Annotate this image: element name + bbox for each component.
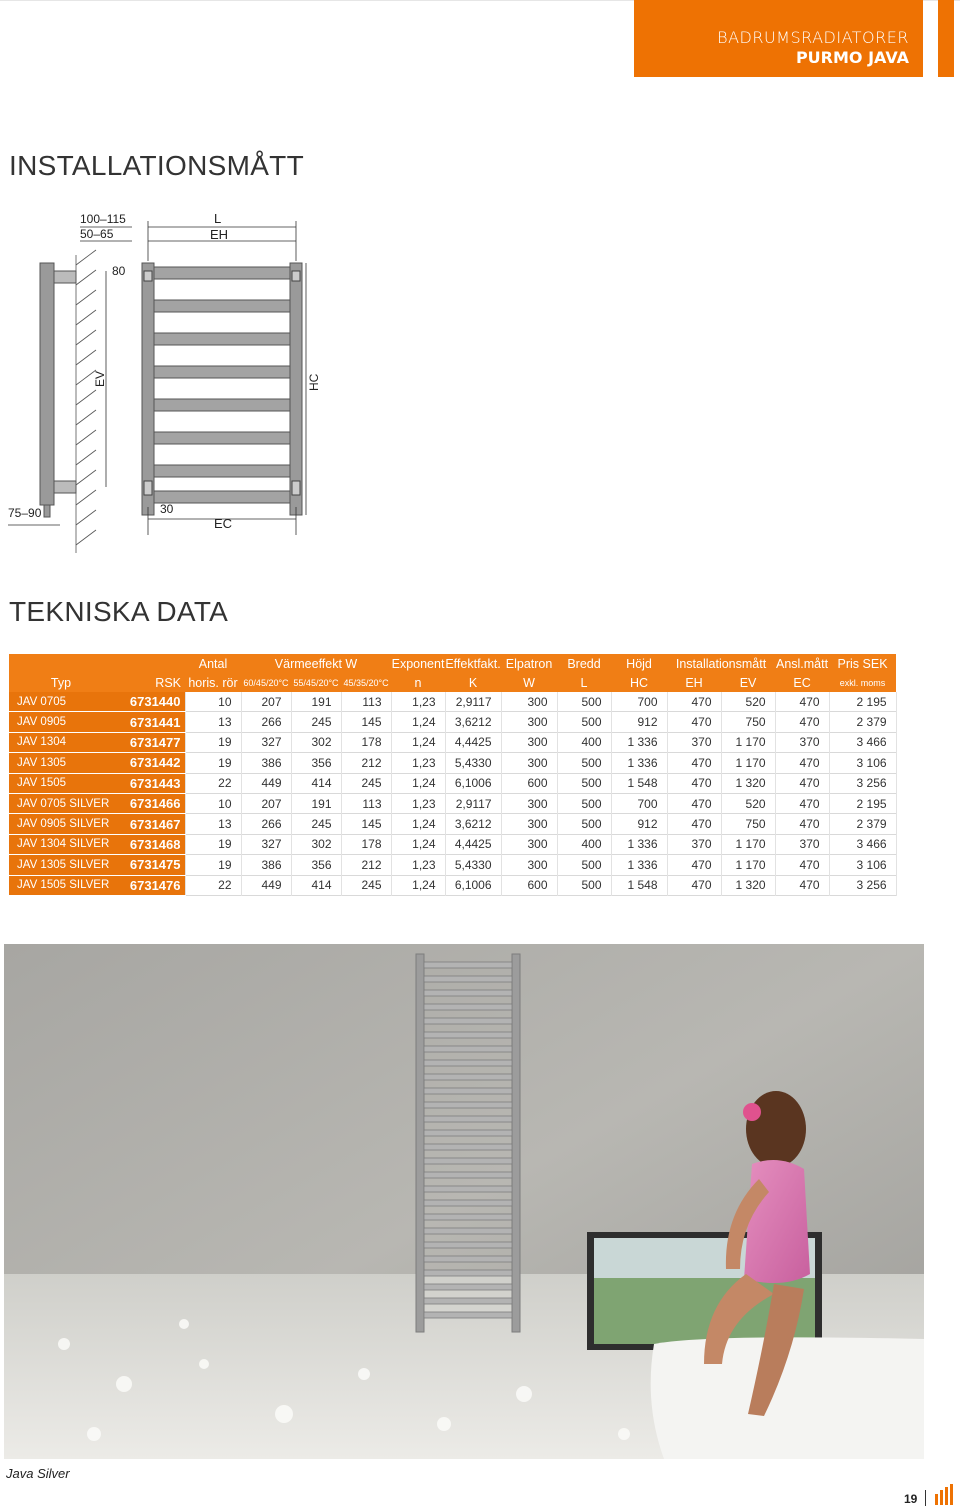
table-cell: 300 xyxy=(501,834,557,854)
table-cell: 245 xyxy=(341,875,391,895)
table-cell: 500 xyxy=(557,855,611,875)
table-cell: 6,1006 xyxy=(445,875,501,895)
cell-typ: JAV 0905 xyxy=(9,712,113,732)
table-cell: 245 xyxy=(291,712,341,732)
table-cell: 327 xyxy=(241,732,291,752)
table-cell: 212 xyxy=(341,855,391,875)
table-cell: 470 xyxy=(667,814,721,834)
th-typ: Typ xyxy=(9,673,113,692)
table-cell: 2 195 xyxy=(829,793,896,813)
product-photo xyxy=(4,944,924,1459)
table-cell: 3 106 xyxy=(829,753,896,773)
table-header-row-2 xyxy=(9,673,896,692)
table-cell: 449 xyxy=(241,875,291,895)
th-rsk: RSK xyxy=(113,673,185,692)
table-row xyxy=(9,692,896,712)
installation-diagram xyxy=(0,205,340,555)
table-cell: 191 xyxy=(291,692,341,712)
table-cell: 300 xyxy=(501,712,557,732)
table-cell: 1 170 xyxy=(721,834,775,854)
table-cell: 5,4330 xyxy=(445,753,501,773)
table-cell: 207 xyxy=(241,793,291,813)
install-title: INSTALLATIONSMÅTT xyxy=(9,150,304,181)
table-cell: 470 xyxy=(775,692,829,712)
table-cell: 245 xyxy=(341,773,391,793)
table-cell: 178 xyxy=(341,732,391,752)
table-cell: 356 xyxy=(291,855,341,875)
table-cell: 470 xyxy=(667,855,721,875)
table-cell: 1,23 xyxy=(391,855,445,875)
table-cell: 2,9117 xyxy=(445,692,501,712)
th-1-0 xyxy=(9,654,113,673)
table-cell: 2 379 xyxy=(829,814,896,834)
table-cell: 370 xyxy=(667,732,721,752)
table-cell: 470 xyxy=(667,753,721,773)
table-cell: 1,24 xyxy=(391,773,445,793)
th-temp-3: 45/35/20°C xyxy=(341,673,391,692)
table-cell: 370 xyxy=(775,834,829,854)
photo-caption: Java Silver xyxy=(6,1466,70,1481)
tech-title: TEKNISKA DATA xyxy=(9,596,229,627)
table-cell: 3,6212 xyxy=(445,814,501,834)
table-cell: 2 379 xyxy=(829,712,896,732)
th-elpatron: Elpatron xyxy=(501,654,557,673)
dim-label-bottom: 75–90 xyxy=(8,506,42,520)
th-pris: Pris SEK xyxy=(829,654,896,673)
table-cell: 470 xyxy=(775,753,829,773)
table-cell: 19 xyxy=(185,834,241,854)
cell-rsk: 6731477 xyxy=(113,732,185,752)
th-ev: EV xyxy=(721,673,775,692)
table-cell: 302 xyxy=(291,732,341,752)
table-cell: 470 xyxy=(775,793,829,813)
table-cell: 178 xyxy=(341,834,391,854)
table-row xyxy=(9,814,896,834)
table-cell: 300 xyxy=(501,753,557,773)
cell-rsk: 6731468 xyxy=(113,834,185,854)
table-cell: 470 xyxy=(775,875,829,895)
table-row xyxy=(9,834,896,854)
table-cell: 600 xyxy=(501,773,557,793)
table-cell: 500 xyxy=(557,753,611,773)
page-number-separator xyxy=(925,1490,926,1506)
table-cell: 1,23 xyxy=(391,692,445,712)
th-hojd: Höjd xyxy=(611,654,667,673)
th-temp-2: 55/45/20°C xyxy=(291,673,341,692)
cell-typ: JAV 1305 SILVER xyxy=(9,855,113,875)
table-cell: 520 xyxy=(721,692,775,712)
table-cell: 1,24 xyxy=(391,732,445,752)
cell-typ: JAV 1304 xyxy=(9,732,113,752)
th-ec: EC xyxy=(775,673,829,692)
table-cell: 500 xyxy=(557,793,611,813)
side-valve xyxy=(44,505,50,517)
table-cell: 370 xyxy=(775,732,829,752)
front-view-radiator xyxy=(142,263,302,515)
table-cell: 266 xyxy=(241,814,291,834)
cell-typ: JAV 0905 SILVER xyxy=(9,814,113,834)
table-cell: 13 xyxy=(185,814,241,834)
table-cell: 370 xyxy=(667,834,721,854)
table-cell: 302 xyxy=(291,834,341,854)
table-cell: 1 548 xyxy=(611,875,667,895)
cell-rsk: 6731475 xyxy=(113,855,185,875)
header-category: BADRUMSRADIATORER xyxy=(717,28,909,47)
table-cell: 300 xyxy=(501,793,557,813)
table-header-row-1 xyxy=(9,654,896,673)
dim-label-l: L xyxy=(214,211,222,226)
diagram-svg xyxy=(0,205,340,555)
table-cell: 300 xyxy=(501,855,557,875)
table-cell: 245 xyxy=(291,814,341,834)
table-cell: 470 xyxy=(667,712,721,732)
table-cell: 1,23 xyxy=(391,793,445,813)
purmo-logo-icon xyxy=(934,1484,956,1506)
table-cell: 470 xyxy=(667,793,721,813)
cell-rsk: 6731467 xyxy=(113,814,185,834)
table-cell: 1 170 xyxy=(721,855,775,875)
th-l: L xyxy=(557,673,611,692)
cell-typ: JAV 0705 SILVER xyxy=(9,793,113,813)
table-cell: 912 xyxy=(611,712,667,732)
table-cell: 356 xyxy=(291,753,341,773)
table-cell: 3 256 xyxy=(829,773,896,793)
bracket-bottom xyxy=(54,481,76,493)
th-1-1 xyxy=(113,654,185,673)
table-cell: 414 xyxy=(291,773,341,793)
table-cell: 3 106 xyxy=(829,855,896,875)
page-number: 19 xyxy=(904,1492,918,1506)
th-hc: HC xyxy=(611,673,667,692)
table-cell: 449 xyxy=(241,773,291,793)
table-cell: 22 xyxy=(185,773,241,793)
table-cell: 1,24 xyxy=(391,814,445,834)
table-row xyxy=(9,732,896,752)
table-cell: 113 xyxy=(341,692,391,712)
table-cell: 1 548 xyxy=(611,773,667,793)
table-cell: 1,24 xyxy=(391,834,445,854)
table-row xyxy=(9,773,896,793)
table-cell: 470 xyxy=(667,692,721,712)
table-cell: 414 xyxy=(291,875,341,895)
cell-rsk: 6731442 xyxy=(113,753,185,773)
cell-typ: JAV 1305 xyxy=(9,753,113,773)
table-cell: 3,6212 xyxy=(445,712,501,732)
table-cell: 19 xyxy=(185,732,241,752)
table-cell: 145 xyxy=(341,712,391,732)
table-cell: 386 xyxy=(241,855,291,875)
table-cell: 750 xyxy=(721,814,775,834)
table-cell: 500 xyxy=(557,814,611,834)
table-cell: 4,4425 xyxy=(445,732,501,752)
table-row xyxy=(9,753,896,773)
table-cell: 470 xyxy=(775,814,829,834)
dim-label-top-1: 100–115 xyxy=(80,212,126,226)
th-temp-1: 60/45/20°C xyxy=(241,673,291,692)
wall-hatch xyxy=(76,250,96,553)
table-cell: 10 xyxy=(185,793,241,813)
table-cell: 500 xyxy=(557,692,611,712)
table-cell: 386 xyxy=(241,753,291,773)
table-cell: 19 xyxy=(185,855,241,875)
table-cell: 1,23 xyxy=(391,753,445,773)
th-n: n xyxy=(391,673,445,692)
table-row xyxy=(9,712,896,732)
table-cell: 1 320 xyxy=(721,875,775,895)
table-row xyxy=(9,855,896,875)
table-cell: 1 336 xyxy=(611,834,667,854)
table-body xyxy=(9,692,896,895)
photo-illustration xyxy=(4,944,924,1459)
table-cell: 470 xyxy=(667,875,721,895)
table-cell: 470 xyxy=(775,773,829,793)
table-cell: 700 xyxy=(611,793,667,813)
table-cell: 1 320 xyxy=(721,773,775,793)
th-exponent: Exponent xyxy=(391,654,445,673)
dim-label-eh: EH xyxy=(210,227,229,242)
table-cell: 2,9117 xyxy=(445,793,501,813)
table-cell: 520 xyxy=(721,793,775,813)
table-cell: 470 xyxy=(775,712,829,732)
table-cell: 266 xyxy=(241,712,291,732)
header-accent-bar xyxy=(938,0,954,77)
th-w: W xyxy=(501,673,557,692)
th-bredd: Bredd xyxy=(557,654,611,673)
th-antal: Antal xyxy=(185,654,241,673)
th-effektfakt: Effektfakt. xyxy=(445,654,501,673)
table-cell: 6,1006 xyxy=(445,773,501,793)
table-cell: 600 xyxy=(501,875,557,895)
table-cell: 22 xyxy=(185,875,241,895)
cell-rsk: 6731466 xyxy=(113,793,185,813)
table-cell: 750 xyxy=(721,712,775,732)
th-eh: EH xyxy=(667,673,721,692)
cell-rsk: 6731441 xyxy=(113,712,185,732)
cell-typ: JAV 0705 xyxy=(9,692,113,712)
table-row xyxy=(9,875,896,895)
cell-rsk: 6731476 xyxy=(113,875,185,895)
table-cell: 19 xyxy=(185,753,241,773)
table-cell: 327 xyxy=(241,834,291,854)
table-cell: 1 170 xyxy=(721,732,775,752)
th-installationsmatt: Installationsmått xyxy=(667,654,775,673)
table-cell: 2 195 xyxy=(829,692,896,712)
table-cell: 1,24 xyxy=(391,712,445,732)
th-k: K xyxy=(445,673,501,692)
table-cell: 212 xyxy=(341,753,391,773)
table-cell: 1,24 xyxy=(391,875,445,895)
cell-typ: JAV 1304 SILVER xyxy=(9,834,113,854)
table-cell: 3 466 xyxy=(829,732,896,752)
cell-rsk: 6731440 xyxy=(113,692,185,712)
th-anslmatt: Ansl.mått xyxy=(775,654,829,673)
table-cell: 3 256 xyxy=(829,875,896,895)
dim-label-30: 30 xyxy=(160,502,174,516)
dim-label-80: 80 xyxy=(112,264,126,278)
side-view-radiator xyxy=(40,263,54,505)
table-cell: 912 xyxy=(611,814,667,834)
table-cell: 470 xyxy=(775,855,829,875)
table-cell: 300 xyxy=(501,732,557,752)
table-cell: 207 xyxy=(241,692,291,712)
table-cell: 300 xyxy=(501,692,557,712)
table-cell: 470 xyxy=(667,773,721,793)
table-cell: 1 336 xyxy=(611,732,667,752)
table-cell: 13 xyxy=(185,712,241,732)
dim-label-hc: HC xyxy=(307,373,321,391)
table-cell: 5,4330 xyxy=(445,855,501,875)
table-cell: 500 xyxy=(557,712,611,732)
table-cell: 113 xyxy=(341,793,391,813)
table-cell: 400 xyxy=(557,732,611,752)
table-cell: 700 xyxy=(611,692,667,712)
table-cell: 1 336 xyxy=(611,855,667,875)
table-cell: 191 xyxy=(291,793,341,813)
cell-typ: JAV 1505 xyxy=(9,773,113,793)
header-banner xyxy=(634,0,923,77)
table-cell: 1 170 xyxy=(721,753,775,773)
table-cell: 500 xyxy=(557,875,611,895)
table-row xyxy=(9,793,896,813)
dim-label-ec: EC xyxy=(214,516,233,531)
header-product: PURMO JAVA xyxy=(795,48,909,67)
bracket-top xyxy=(54,271,76,283)
table-cell: 10 xyxy=(185,692,241,712)
table-cell: 400 xyxy=(557,834,611,854)
dim-label-ev: EV xyxy=(93,370,107,387)
table-cell: 300 xyxy=(501,814,557,834)
technical-data-table xyxy=(9,654,897,896)
table-cell: 4,4425 xyxy=(445,834,501,854)
th-exkl-moms: exkl. moms xyxy=(829,673,896,692)
dim-label-top-2: 50–65 xyxy=(80,227,114,241)
table-cell: 3 466 xyxy=(829,834,896,854)
cell-typ: JAV 1505 SILVER xyxy=(9,875,113,895)
table-cell: 500 xyxy=(557,773,611,793)
cell-rsk: 6731443 xyxy=(113,773,185,793)
th-varmeeffekt: Värmeeffekt W xyxy=(241,654,391,673)
table-cell: 1 336 xyxy=(611,753,667,773)
th-horis-ror: horis. rör xyxy=(185,673,241,692)
table-cell: 145 xyxy=(341,814,391,834)
